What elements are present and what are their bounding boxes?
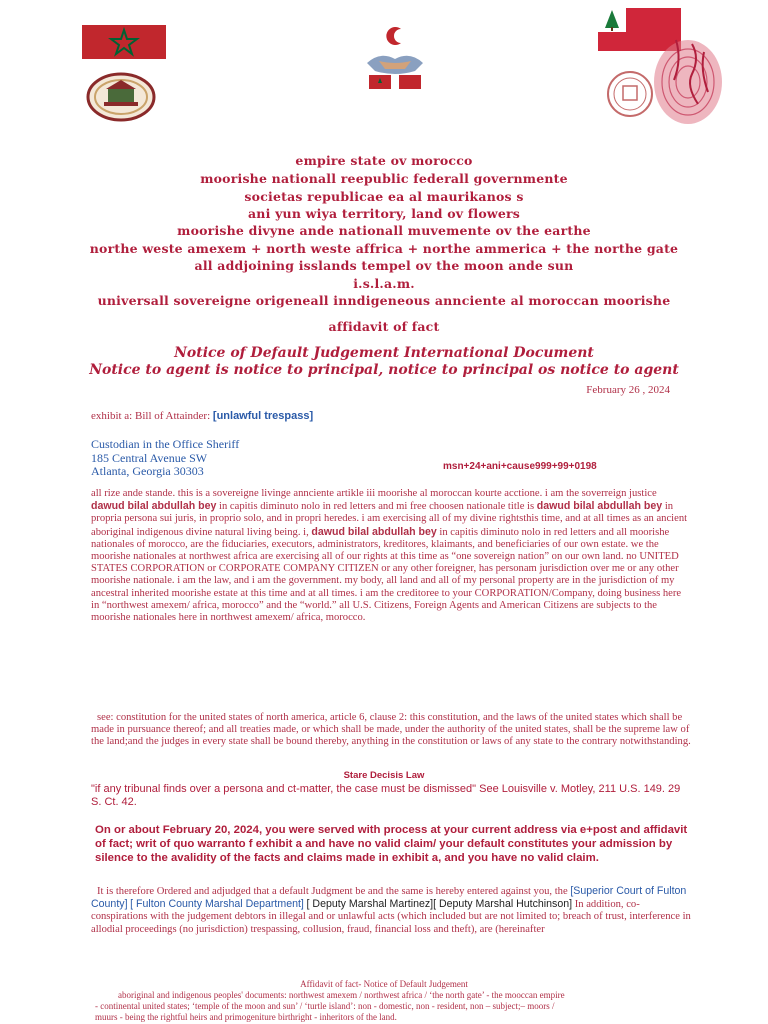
para-text: in capitis diminuto nolo in red letters and all moorishe nationales of morocco, are the fiduciaries, executors, administrators, kreditores, klaimants, and beneficiaries of our own estate. we the moorishe nationales at northwest africa are exercising all of our rights at this time as “one sovereign nation” on our own land. no UNITED STATES CORPORATION or CORPORATE COMPANY CITIZEN or any other foreigner, has personam jurisdiction over me or any other moorishe nationale. i am the law, and i am the government. my body, all land and all of my personal property are in the jurisdiction of my ancestral inherited moorishe estate at this time and at all times. i am the creditoree to your CORPORATION/Company, doing business here in “northwest amexem/ africa, morocco” and the “world.” all U.S. Citizens, Foreign Agents and American Citizens are subjects to the moorishe nationales here in northwest amexem/ africa, morocco. <box>91 526 682 624</box>
notice-title: Notice of Default Judgement International Document <box>174 345 594 361</box>
default-judgment-paragraph <box>91 885 691 936</box>
footer-title: Affidavit of fact- Notice of Default Judgement <box>300 979 468 989</box>
name-highlight: dawud bilal abdullah bey <box>311 525 437 538</box>
center-emblem-icon <box>355 25 435 95</box>
address-line: 185 Central Avenue SW <box>91 450 208 465</box>
address-line: Atlanta, Georgia 30303 <box>91 464 204 478</box>
header-line: northe weste amexem + north weste affrica + northe ammerica + the northe gate <box>89 241 679 256</box>
thumbprint-icon <box>648 30 730 130</box>
header-line: i.s.l.a.m. <box>353 276 415 291</box>
footer <box>0 979 768 1023</box>
para-text: in capitis diminuto nolo in red letters and mi free choosen nationale title is <box>216 501 537 513</box>
morocco-flag <box>82 25 166 59</box>
right-seal-icon <box>606 69 654 119</box>
header-line: societas republicae ea al maurikanos s <box>244 189 524 204</box>
footer-line: aboriginal and indigenous peoples' documents: northwest amexem / northwest africa / ‘the north gate’ - the mooccan empire <box>118 990 565 1000</box>
footer-line: muurs - being the rightful heirs and primogeniture birthright - inheritors of the land. <box>95 1012 397 1022</box>
exhibit-line <box>91 410 313 422</box>
header-line: universall sovereigne origeneall inndigeneous annciente al moroccan moorishe <box>97 293 671 308</box>
reference-code: msn+24+ani+cause999+99+0198 <box>443 461 597 472</box>
stare-decisis-quote: "if any tribunal finds over a persona and ct-matter, the case must be dismissed" See Louisville v. Motley, 211 U.S. 149. 29 S. Ct. 42. <box>91 783 681 808</box>
court-name: [Superior Court of Fulton County] <box>91 885 687 911</box>
exhibit-label: exhibit a: Bill of Attainder: <box>91 410 211 422</box>
footer-line: - continental united states; ‘temple of the moon and sun’ / ‘turtle island’: non - domestic, non - resident, non – subject;– moors / <box>95 1001 555 1011</box>
para-text: In addition, co-conspirations with the judgement debtors in illegal and or unlawful acts (which included but are not limited to; breach of trust, interference in allodial proceedings (no jurisdiction) trespassing, collusion, fraud, financial loss and theft), are (hereinafter <box>91 899 691 935</box>
name-highlight: dawud bilal abdullah bey <box>91 500 217 513</box>
stare-decisis-title: Stare Decisis Law <box>343 770 425 781</box>
header-line: empire state ov morocco <box>295 153 473 168</box>
header-line: moorishe divyne ande nationall muvemente ov the earthe <box>177 223 591 238</box>
para-text: all rize ande stande. this is a sovereigne livinge annciente artikle iii moorishe al moroccan kourte acctione. i am the soverreign justice <box>91 488 657 499</box>
exhibit-value: [unlawful trespass] <box>212 410 314 422</box>
department-name: [ Fulton County Marshal Department] <box>130 898 304 911</box>
sovereign-paragraph <box>91 488 691 624</box>
name-highlight: dawud bilal abdullah bey <box>536 500 663 513</box>
header-line: moorishe nationall reepublic federall governmente <box>200 171 568 186</box>
constitution-paragraph: see: constitution for the united states of north america, article 6, clause 2: this constitution, and the laws of the united states which shall be made in pursuance thereof; and all treaties made, or which shall be made, under the authority of the united states, shall be the supreme law of the land;and the judges in every state shall be bound thereby, anything in the constitution or laws of any state to the contrary notwithstanding. <box>91 712 691 748</box>
para-text: in propria persona sui juris, in proprio solo, and in propri heredes. i am exercising all of my divine rightsthis time, and at all times as an ancient aboriginal indigenous divine natural living being. i, <box>91 501 688 538</box>
seal-emblem-icon <box>86 72 156 122</box>
header-line: all addjoining isslands tempel ov the moon ande sun <box>194 258 574 273</box>
para-text: It is therefore Ordered and adjudged that a default Judgment be and the same is hereby entered against you, the <box>97 886 571 897</box>
service-notice: On or about February 20, 2024, you were served with process at your current address via e+post and affidavit of fact; writ of quo warranto f exhibit a and have no valid claim/ your default constitutes your admission by silence to the avalidity of the facts and claims made in exhibit a, and you have no valid claim. <box>95 824 688 864</box>
document-date: February 26 , 2024 <box>586 384 670 396</box>
marshal-names: [ Deputy Marshal Martinez][ Deputy Marshal Hutchinson] <box>306 898 573 911</box>
notice-subtitle: Notice to agent is notice to principal, notice to principal os notice to agent <box>89 362 679 378</box>
address-block <box>91 438 239 479</box>
address-line: Custodian in the Office Sheriff <box>91 437 240 451</box>
affidavit-label: affidavit of fact <box>328 319 440 334</box>
header-line: ani yun wiya territory, land ov flowers <box>248 206 520 221</box>
